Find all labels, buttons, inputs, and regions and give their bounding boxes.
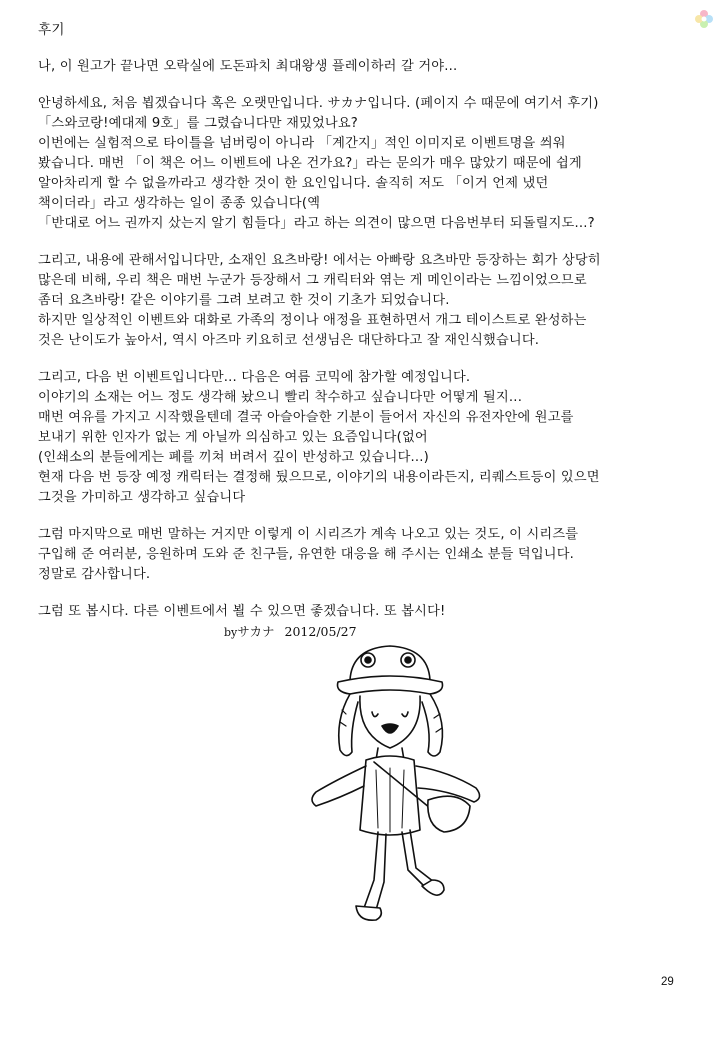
page-number: 29 (661, 976, 674, 988)
text-line: (인쇄소의 분들에게는 폐를 끼쳐 버려서 깊이 반성하고 있습니다...) (38, 450, 430, 465)
text-line: 그리고, 다음 번 이벤트입니다만... 다음은 여름 코믹에 참가할 예정입니다. (38, 370, 471, 385)
text-line: 안녕하세요, 처음 뵙겠습니다 혹은 오랫만입니다. サカナ입니다. (페이지 수 때문에 여기서 후기) (38, 96, 599, 111)
paragraph-3 (38, 251, 706, 351)
text-line: 「스와코랑!예대제 9호」를 그렸습니다만 재밌었나요? (38, 116, 359, 131)
signature (224, 622, 363, 640)
text-line: 그리고, 내용에 관해서입니다만, 소재인 요츠바랑! 에서는 아빠랑 요츠바만 등장하는 회가 상당히 (38, 253, 601, 268)
text-line: 보내기 위한 인자가 없는 게 아닐까 의심하고 있는 요즘입니다(없어 (38, 430, 428, 445)
signature-date: 2012/05/27 (284, 624, 357, 639)
paragraph-1 (38, 57, 706, 77)
text-line: 좀더 요츠바랑! 같은 이야기를 그려 보려고 한 것이 기초가 되었습니다. (38, 293, 450, 308)
text-line: 이번에는 실험적으로 타이틀을 넘버링이 아니라 「계간지」적인 이미지로 이벤트명을 씌워 (38, 136, 566, 151)
signature-author: サカナ (237, 624, 275, 639)
text-line: 나, 이 원고가 끝나면 오락실에 도돈파치 최대왕생 플레이하러 갈 거야... (38, 59, 458, 74)
paragraph-5 (38, 525, 706, 585)
text-line: 구입해 준 여러분, 응원하며 도와 준 친구들, 유연한 대응을 해 주시는 인쇄소 분들 덕입니다. (38, 547, 575, 562)
text-line: 그럼 마지막으로 매번 말하는 거지만 이렇게 이 시리즈가 계속 나오고 있는 것도, 이 시리즈를 (38, 527, 579, 542)
text-line: 매번 여유를 가지고 시작했을텐데 결국 아슬아슬한 기분이 들어서 자신의 유전자안에 원고를 (38, 410, 574, 425)
text-line: 알아차리게 할 수 없을까라고 생각한 것이 한 요인입니다. 솔직히 저도 「이거 언제 냈던 (38, 176, 549, 191)
text-line: 그럼 또 봅시다. 다른 이벤트에서 뵐 수 있으면 좋겠습니다. 또 봅시다! (38, 604, 446, 619)
text-line: 이야기의 소재는 어느 정도 생각해 놨으니 빨리 착수하고 싶습니다만 어떻게 될지... (38, 390, 523, 405)
text-line: 책이더라」라고 생각하는 일이 종종 있습니다(옉 (38, 196, 321, 211)
signature-by: by (224, 626, 238, 639)
text-line: 것은 난이도가 높아서, 역시 아즈마 키요히코 선생님은 대단하다고 잘 재인식했습니다. (38, 333, 540, 348)
text-line: 정말로 감사합니다. (38, 567, 151, 582)
paragraph-6 (38, 602, 706, 622)
text-line: 봤습니다. 매번 「이 책은 어느 이벤트에 나온 건가요?」라는 문의가 매우 많았기 때문에 쉽게 (38, 156, 582, 171)
page-title: 후기 (38, 22, 65, 38)
text-line: 현재 다음 번 등장 예정 캐릭터는 결정해 뒀으므로, 이야기의 내용이라든지, 리퀘스트등이 있으면 (38, 470, 600, 485)
text-line: 많은데 비해, 우리 책은 매번 누군가 등장해서 그 캐릭터와 엮는 게 메인이라는 느낌이었으므로 (38, 273, 587, 288)
text-line: 하지만 일상적인 이벤트와 대화로 가족의 정이나 애정을 표현하면서 개그 테이스트로 완성하는 (38, 313, 587, 328)
paragraph-4 (38, 368, 706, 508)
paragraph-2 (38, 94, 706, 234)
text-line: 「반대로 어느 권까지 샀는지 알기 힘들다」라고 하는 의견이 많으면 다음번부터 되돌릴지도...? (38, 216, 595, 231)
running-girl-illustration (280, 640, 510, 945)
text-line: 그것을 가미하고 생각하고 싶습니다 (38, 490, 246, 505)
afterword-text (38, 20, 706, 639)
